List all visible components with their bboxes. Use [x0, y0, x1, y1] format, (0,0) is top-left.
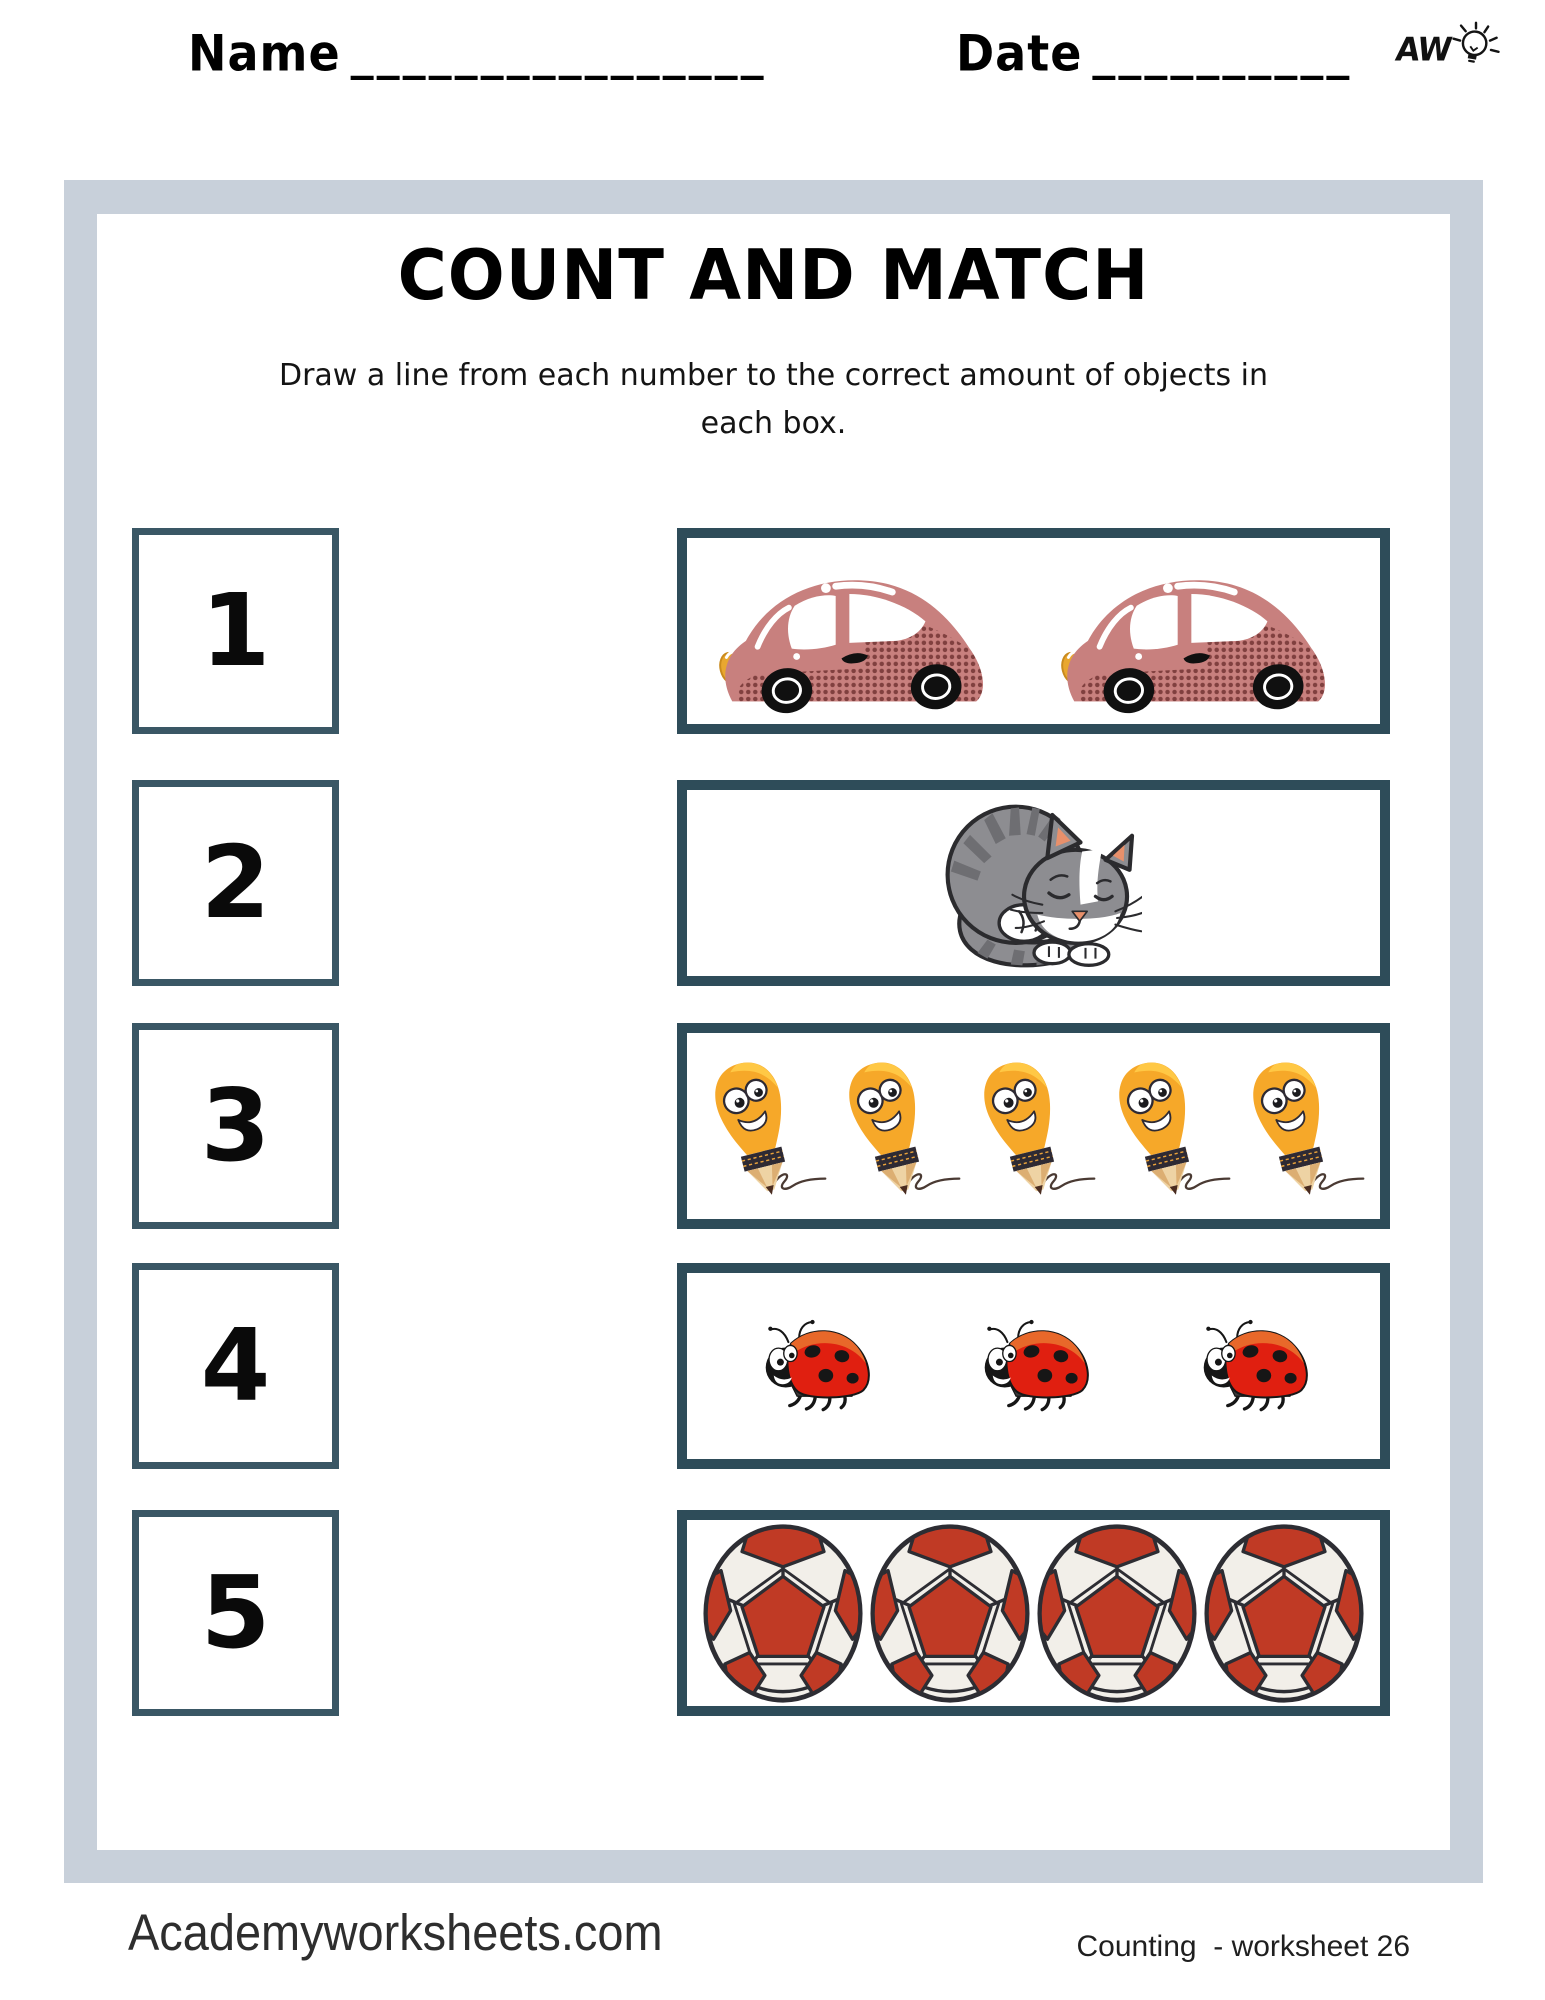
objects-box-car[interactable] — [677, 528, 1390, 734]
objects-box-soccer-ball[interactable] — [677, 1510, 1390, 1716]
car-icon — [1057, 555, 1353, 716]
number-box-1[interactable] — [132, 528, 339, 734]
number-box-2[interactable] — [132, 780, 339, 986]
objects-box-ladybug[interactable] — [677, 1263, 1390, 1469]
pencil-icon — [701, 1056, 828, 1197]
number-box-3[interactable] — [132, 1023, 339, 1229]
ladybug-icon — [1189, 1318, 1316, 1415]
pencil-icon — [835, 1056, 962, 1197]
worksheet-instructions: Draw a line from each number to the correct amount of objects in each box. — [278, 358, 1269, 441]
name-label: Name — [188, 23, 341, 83]
worksheet-row — [97, 1263, 1450, 1469]
ladybug-icon — [751, 1318, 878, 1415]
logo-text: AW — [1393, 31, 1454, 69]
date-blank-line[interactable]: __________ — [1092, 26, 1353, 80]
soccer-ball-icon — [702, 1523, 864, 1704]
number-label: 2 — [200, 824, 271, 941]
worksheet-card — [97, 214, 1450, 1850]
objects-box-cat[interactable] — [677, 780, 1390, 986]
date-label: Date — [956, 23, 1083, 83]
name-blank-line[interactable]: ________________ — [350, 26, 767, 80]
footer-site-name: Academyworksheets.com — [128, 1904, 663, 1961]
pencil-icon — [1239, 1056, 1366, 1197]
worksheet-row — [97, 1023, 1450, 1229]
number-box-5[interactable] — [132, 1510, 339, 1716]
objects-box-pencil[interactable] — [677, 1023, 1390, 1229]
number-label: 3 — [200, 1067, 271, 1184]
soccer-ball-icon — [1203, 1523, 1365, 1704]
car-icon — [715, 555, 1011, 716]
worksheet-row — [97, 528, 1450, 734]
footer-worksheet-info: Counting - worksheet 26 — [1076, 1930, 1410, 1963]
rows — [97, 214, 1450, 1850]
soccer-ball-icon — [1036, 1523, 1198, 1704]
cat-icon — [926, 790, 1142, 977]
worksheet-row — [97, 1510, 1450, 1716]
date-field — [956, 23, 1353, 83]
worksheet-title: COUNT AND MATCH — [397, 234, 1150, 316]
worksheet-frame — [64, 180, 1483, 1883]
number-label: 5 — [200, 1554, 271, 1671]
lightbulb-icon — [1449, 20, 1503, 78]
name-field — [188, 23, 767, 83]
ladybug-icon — [970, 1318, 1097, 1415]
number-label: 4 — [200, 1307, 271, 1424]
number-box-4[interactable] — [132, 1263, 339, 1469]
pencil-icon — [1105, 1056, 1232, 1197]
soccer-ball-icon — [869, 1523, 1031, 1704]
pencil-icon — [970, 1056, 1097, 1197]
worksheet-row — [97, 780, 1450, 986]
number-label: 1 — [200, 572, 271, 689]
academy-worksheets-logo — [1393, 20, 1503, 78]
